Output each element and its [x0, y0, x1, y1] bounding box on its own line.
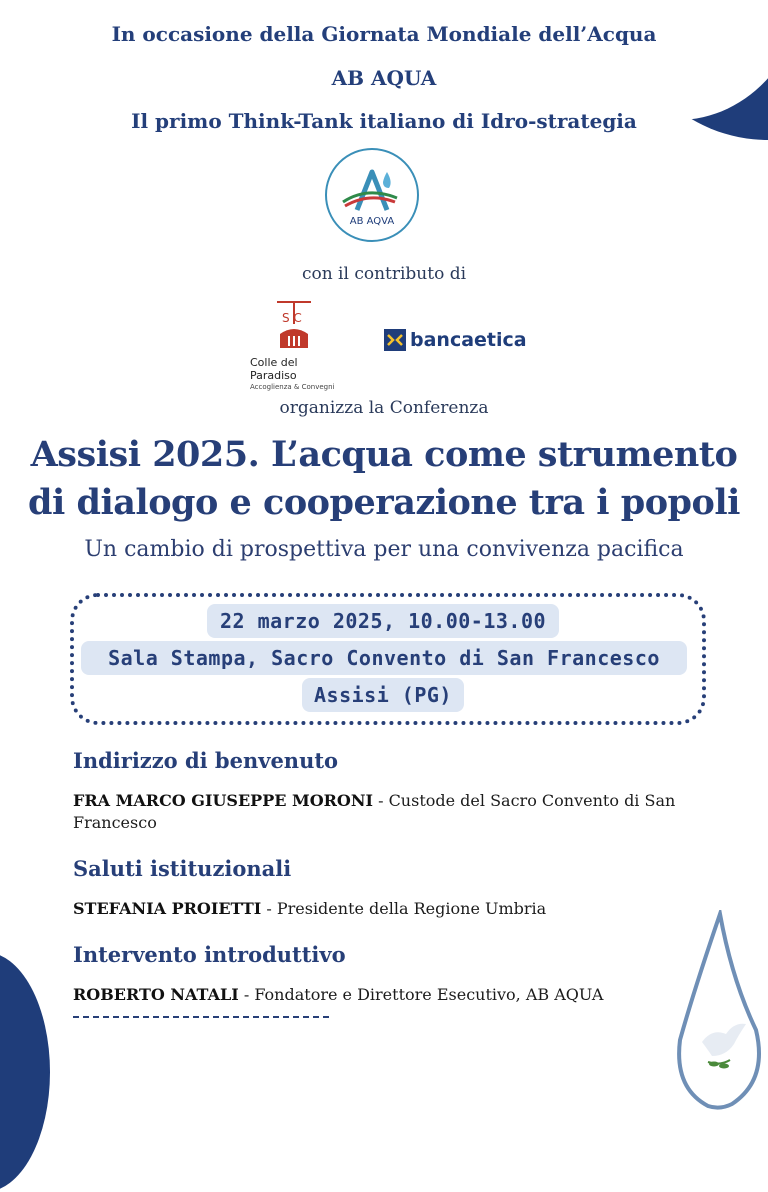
corner-decoration-bottom-left [0, 952, 50, 1192]
water-drop-a-logo-icon [327, 150, 417, 240]
colle-name: Colle del Paradiso [250, 356, 298, 382]
dashed-divider [73, 1016, 329, 1018]
event-city: Assisi (PG) [302, 678, 464, 712]
title-line-1: Assisi 2025. L’acqua come strumento [30, 434, 738, 475]
bancaetica-mark-icon [384, 329, 406, 351]
section-heading-saluti: Saluti istituzionali [73, 856, 292, 881]
section-heading-intervento: Intervento introduttivo [73, 942, 346, 967]
header-line-2: AB AQUA [331, 66, 437, 90]
header-line-3: Il primo Think-Tank italiano di Idro-strategia [131, 109, 637, 133]
colle-del-paradiso-logo [250, 300, 346, 391]
ab-aqua-logo [325, 148, 419, 242]
section-heading-benvenuto: Indirizzo di benvenuto [73, 748, 339, 773]
event-venue: Sala Stampa, Sacro Convento di San Francesco [81, 641, 687, 675]
header-line-1: In occasione della Giornata Mondiale dell’Acqua [111, 22, 657, 46]
event-date: 22 marzo 2025, 10.00-13.00 [207, 604, 559, 638]
speaker-intervento [73, 984, 703, 1006]
speaker-role: - Fondatore e Direttore Esecutivo, AB AQUA [238, 985, 604, 1004]
title-line-2: di dialogo e cooperazione tra i popoli [28, 482, 740, 523]
corner-decoration-mask [548, 0, 768, 120]
colle-tagline: Accoglienza & Convegni [250, 383, 335, 391]
speaker-name: ROBERTO NATALI [73, 985, 239, 1004]
speaker-role: - Custode del Sacro Convento di San Francesco [73, 791, 676, 832]
speaker-benvenuto [73, 790, 703, 834]
speaker-name: FRA MARCO GIUSEPPE MORONI [73, 791, 373, 810]
colle-letters: S C [282, 311, 302, 325]
water-drop-dove-icon [672, 910, 768, 1112]
church-icon [250, 300, 346, 348]
subtitle: Un cambio di prospettiva per una convivenza pacifica [84, 537, 684, 562]
speaker-role: - Presidente della Regione Umbria [261, 899, 547, 918]
speaker-saluti [73, 898, 703, 920]
bancaetica-name: bancaetica [410, 329, 527, 351]
speaker-name: STEFANIA PROIETTI [73, 899, 262, 918]
contributo-label: con il contributo di [301, 264, 467, 284]
bancaetica-logo [384, 327, 527, 353]
logo-text: AB AQVA [349, 216, 395, 227]
organizza-label: organizza la Conferenza [279, 398, 489, 418]
